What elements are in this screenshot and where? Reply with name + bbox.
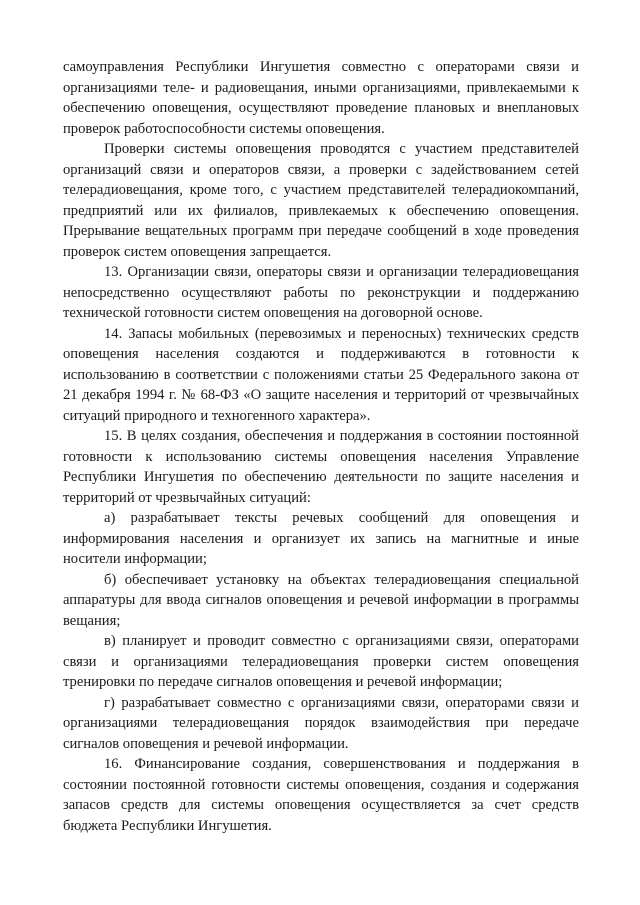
paragraph-item-13: 13. Организации связи, операторы связи и организации телерадиовещания непосредственно осуществляют работы по реконструкции и поддержанию технической готовности систем оповещения на договорной основе. (63, 264, 579, 321)
paragraph-item-15b: б) обеспечивает установку на объектах телерадиовещания специальной аппаратуры для ввода сигналов оповещения и речевой информации в программы вещания; (63, 571, 579, 629)
paragraph-item-15: 15. В целях создания, обеспечения и поддержания в состоянии постоянной готовности к использованию системы оповещения населения Управление Республики Ингушетия по обеспечению деятельности по защите населения и территорий от чрезвычайных ситуаций: (63, 428, 579, 506)
paragraph-item-15g: г) разрабатывает совместно с организациями связи, операторами связи и организациями телерадиовещания порядок взаимодействия при передаче сигналов оповещения и речевой информации. (63, 694, 579, 752)
paragraph-item-15a: а) разрабатывает тексты речевых сообщений для оповещения и информирования населения и организует их запись на магнитные и иные носители информации; (63, 510, 579, 567)
document-body (63, 57, 579, 836)
paragraph-item-14: 14. Запасы мобильных (перевозимых и переносных) технических средств оповещения населения создаются и поддерживаются в готовности к использованию в соответствии с положениями статьи 25 Федерального закона от 21 декабря 1994 г. № 68-ФЗ «О защите населения и территорий от чрезвычайных ситуаций природного и техногенного характера». (63, 325, 579, 424)
paragraph-item-15v: в) планирует и проводит совместно с организациями связи, операторами связи и организациями телерадиовещания проверки систем оповещения тренировки по передаче сигналов оповещения и речевой информации; (63, 633, 579, 690)
paragraph-continuation: самоуправления Республики Ингушетия совместно с операторами связи и организациями теле- и радиовещания, иными организациями, привлекаемыми к обеспечению оповещения, осуществляют проведение плановых и внеплановых проверок работоспособности системы оповещения. (63, 59, 579, 137)
paragraph-item-16: 16. Финансирование создания, совершенствования и поддержания в состоянии постоянной готовности системы оповещения, создания и содержания запасов средств для системы оповещения осуществляется за счет средств бюджета Республики Ингушетия. (63, 756, 579, 834)
paragraph-inspections: Проверки системы оповещения проводятся с участием представителей организаций связи и операторов связи, а проверки с задействованием сетей телерадиовещания, кроме того, с участием представителей телерадиокомпаний, предприятий или их филиалов, привлекаемых к обеспечению оповещения. Прерывание вещательных программ при передаче сообщений в ходе проведения проверок систем оповещения запрещается. (63, 141, 579, 260)
